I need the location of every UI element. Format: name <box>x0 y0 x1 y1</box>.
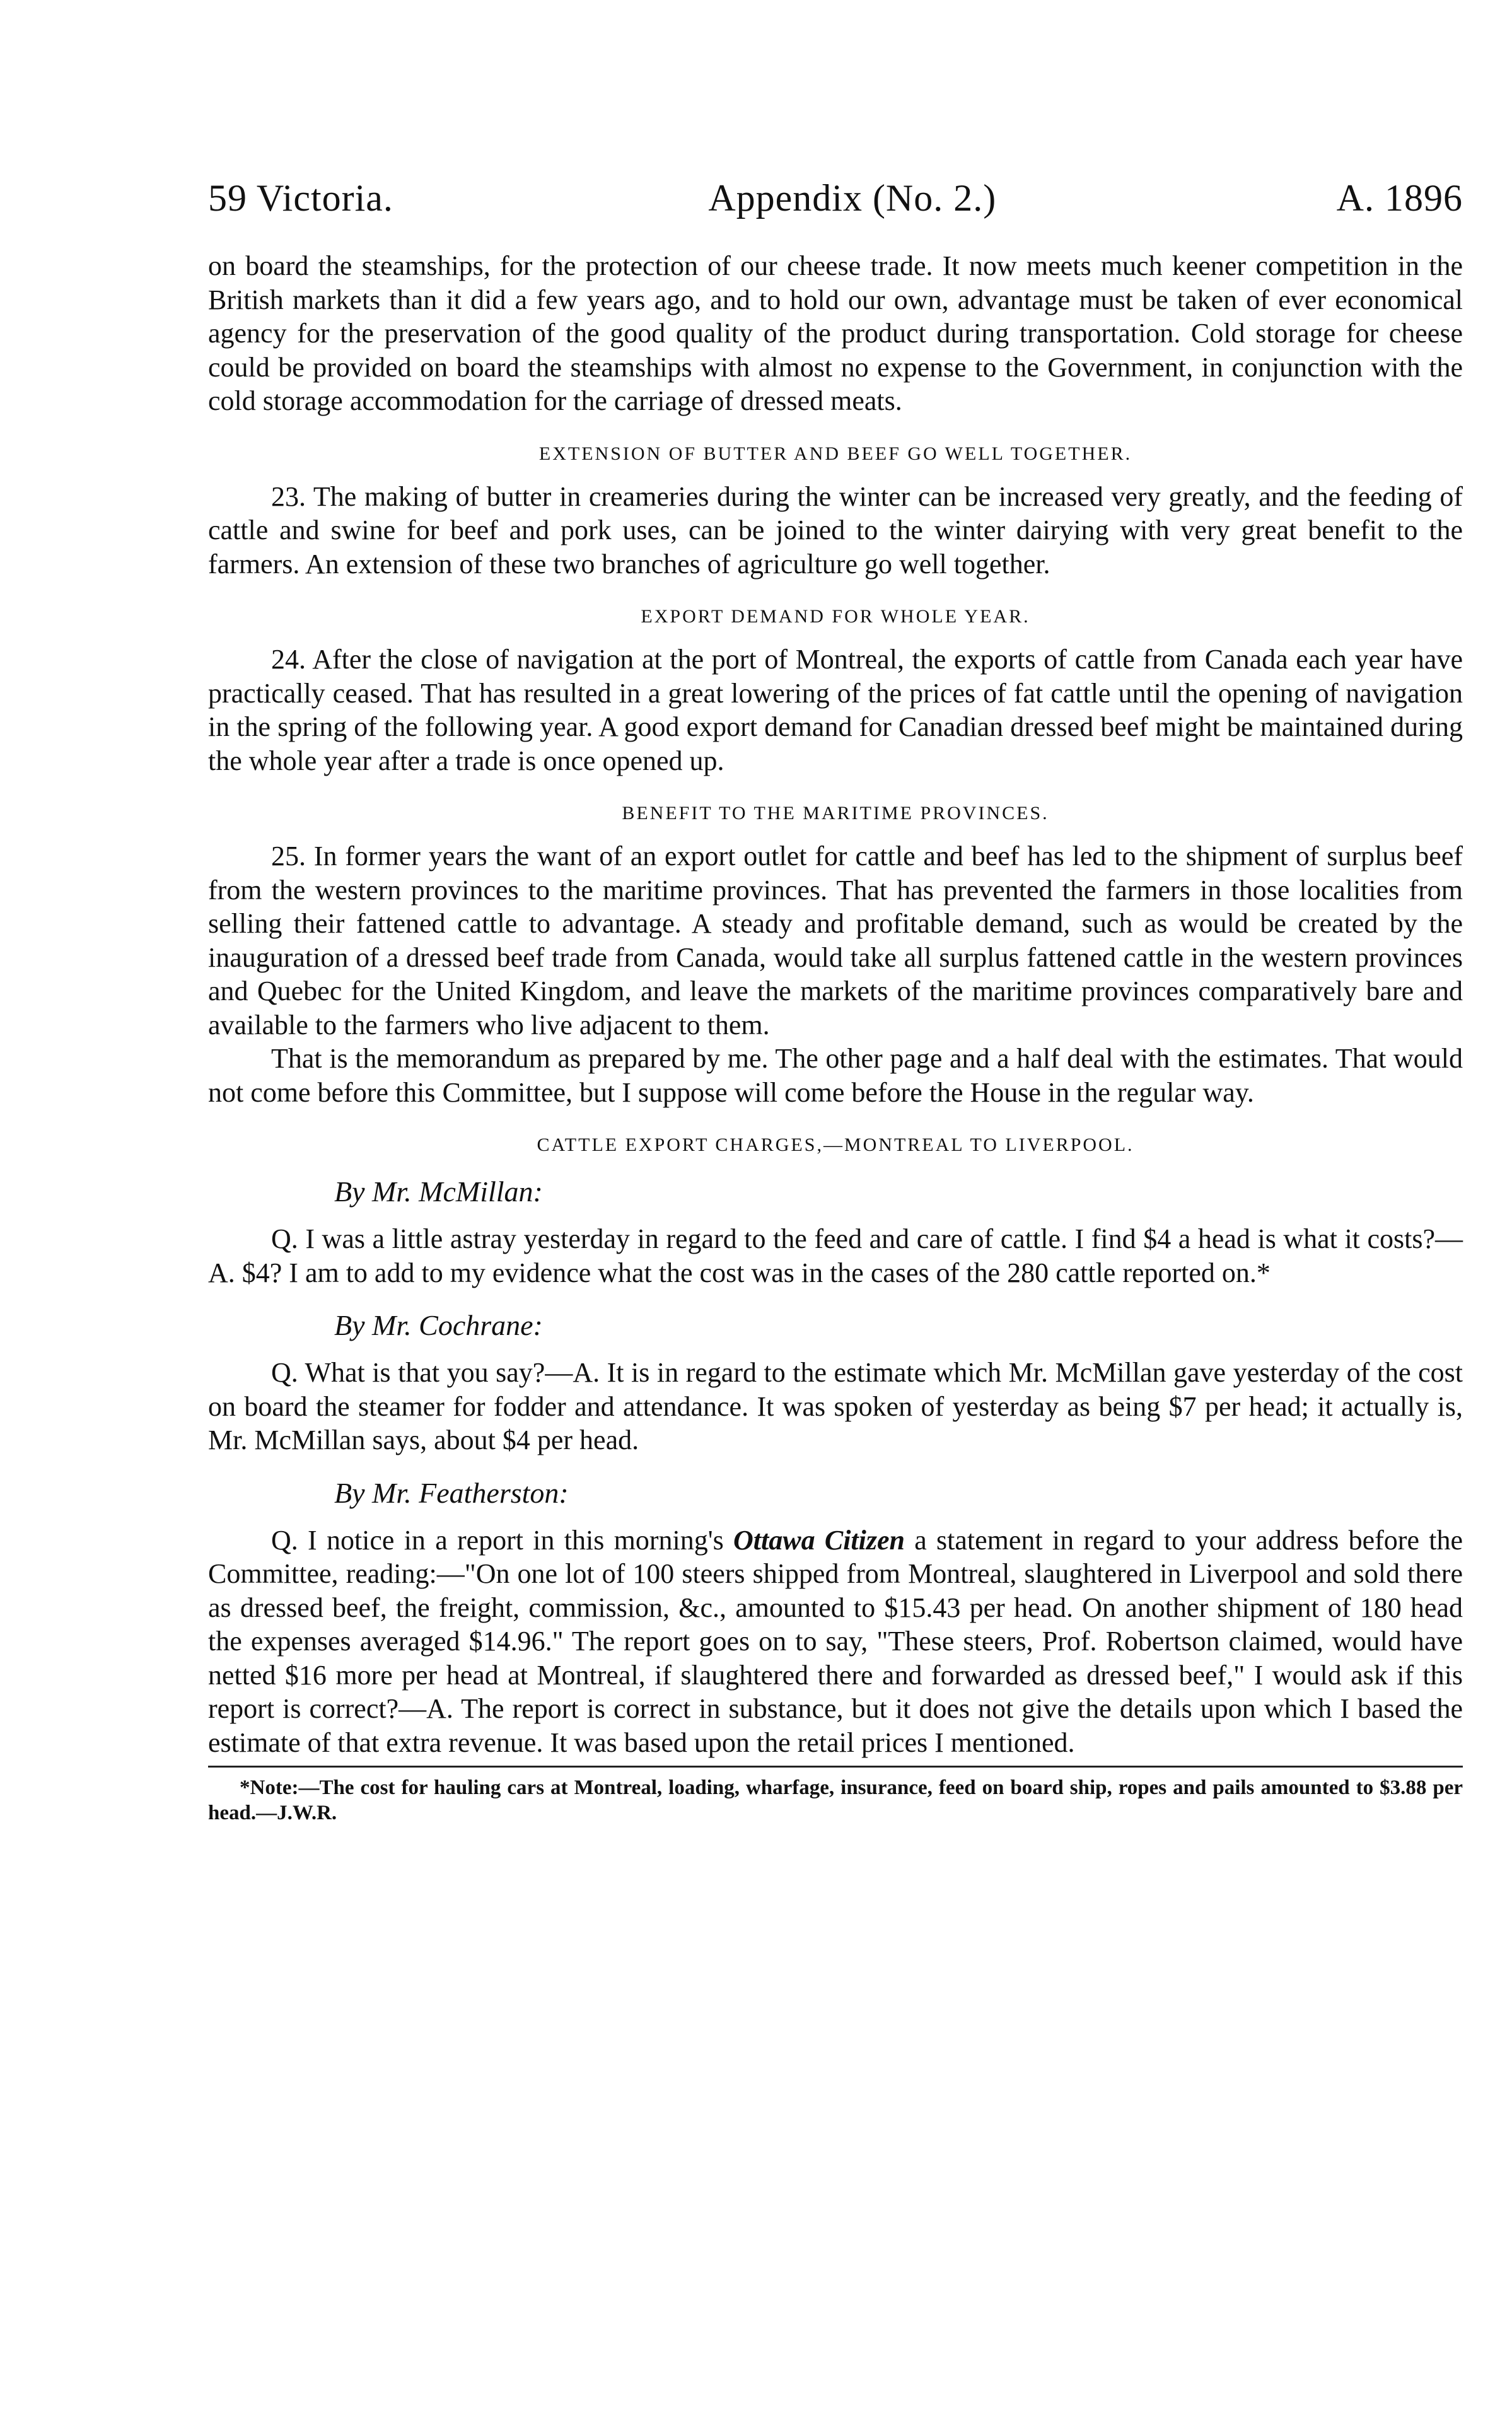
section-heading-cattle-charges: CATTLE EXPORT CHARGES,—MONTREAL TO LIVERPOOL. <box>537 1134 1134 1155</box>
footnote-rule <box>208 1766 1463 1768</box>
speaker-featherston: By Mr. Featherston: <box>334 1476 569 1509</box>
section-heading-export-demand: EXPORT DEMAND FOR WHOLE YEAR. <box>641 606 1030 627</box>
running-header <box>208 177 1463 220</box>
paragraph-memorandum: That is the memorandum as prepared by me. The other page and a half deal with the estimates. That would not come before this Committee, but I suppose will come before the House in the regular way. <box>208 1043 1463 1108</box>
section-heading-butter-beef: EXTENSION OF BUTTER AND BEEF GO WELL TOGETHER. <box>538 443 1132 464</box>
question-3 <box>208 1524 1463 1760</box>
speaker-mcmillan: By Mr. McMillan: <box>334 1175 543 1208</box>
paragraph-25: 25. In former years the want of an export outlet for cattle and beef has led to the shipment of surplus beef from the western provinces to the maritime provinces. That has prevented the farmers in those localities from selling their fattened cattle to advantage. A steady and profitable demand, such as would be created by the inauguration of a dressed beef trade from Canada, would take all surplus fattened cattle in the western provinces and Quebec for the United Kingdom, and leave the markets of the maritime provinces comparatively bare and available to the farmers who live adjacent to them. <box>208 841 1463 1040</box>
newspaper-title: Ottawa Citizen <box>733 1524 905 1556</box>
paragraph-24: 24. After the close of navigation at the port of Montreal, the exports of cattle from Canada each year have practically ceased. That has resulted in a great lowering of the prices of fat cattle until the opening of navigation in the spring of the following year. A good export demand for Canadian dressed beef might be maintained during the whole year after a trade is once opened up. <box>208 644 1463 776</box>
question-3-part-a: Q. I notice in a report in this morning's <box>271 1524 734 1556</box>
question-2: Q. What is that you say?—A. It is in regard to the estimate which Mr. McMillan gave yesterday of the cost on board the steamer for fodder and attendance. It was spoken of yesterday as being $7 per head; it actually is, Mr. McMillan says, about $4 per head. <box>208 1357 1463 1455</box>
header-appendix: Appendix (No. 2.) <box>708 177 997 219</box>
document-page <box>208 177 1463 1826</box>
paragraph-continuation: on board the steamships, for the protection of our cheese trade. It now meets much keener competition in the British markets than it did a few years ago, and to hold our own, advantage must be taken of ever economical agency for the preservation of the good quality of the product during transportation. Cold storage for cheese could be provided on board the steamships with almost no expense to the Government, in conjunction with the cold storage accommodation for the carriage of dressed meats. <box>208 250 1463 416</box>
paragraph-23: 23. The making of butter in creameries during the winter can be increased very greatly, and the feeding of cattle and swine for beef and pork uses, can be joined to the winter dairying with very great benefit to the farmers. An extension of these two branches of agriculture go well together. <box>208 481 1463 580</box>
section-heading-maritime: BENEFIT TO THE MARITIME PROVINCES. <box>622 803 1049 824</box>
question-1: Q. I was a little astray yesterday in regard to the feed and care of cattle. I find $4 a head is what it costs?—A. $4? I am to add to my evidence what the cost was in the cases of the 280 cattle reported on.* <box>208 1223 1463 1288</box>
footnote: *Note:—The cost for hauling cars at Montreal, loading, wharfage, insurance, feed on board ship, ropes and pails amounted to $3.88 per head.—J.W.R. <box>208 1776 1463 1824</box>
header-session: 59 Victoria. <box>208 177 393 219</box>
speaker-cochrane: By Mr. Cochrane: <box>334 1309 543 1341</box>
header-year: A. 1896 <box>1336 177 1463 219</box>
question-3-part-b: a statement in regard to your address before the Committee, reading:—"On one lot of 100 steers shipped from Montreal, slaughtered in Liverpool and sold there as dressed beef, the freight, commission, &c., amounted to $15.43 per head. On another shipment of 180 head the expenses averaged $14.96." The report goes on to say, "These steers, Prof. Robertson claimed, would have netted $16 more per head at Montreal, if slaughtered there and forwarded as dressed beef," I would ask if this report is correct?—A. The report is correct in substance, but it does not give the details upon which I based the estimate of that extra revenue. It was based upon the retail prices I mentioned. <box>208 1524 1463 1758</box>
